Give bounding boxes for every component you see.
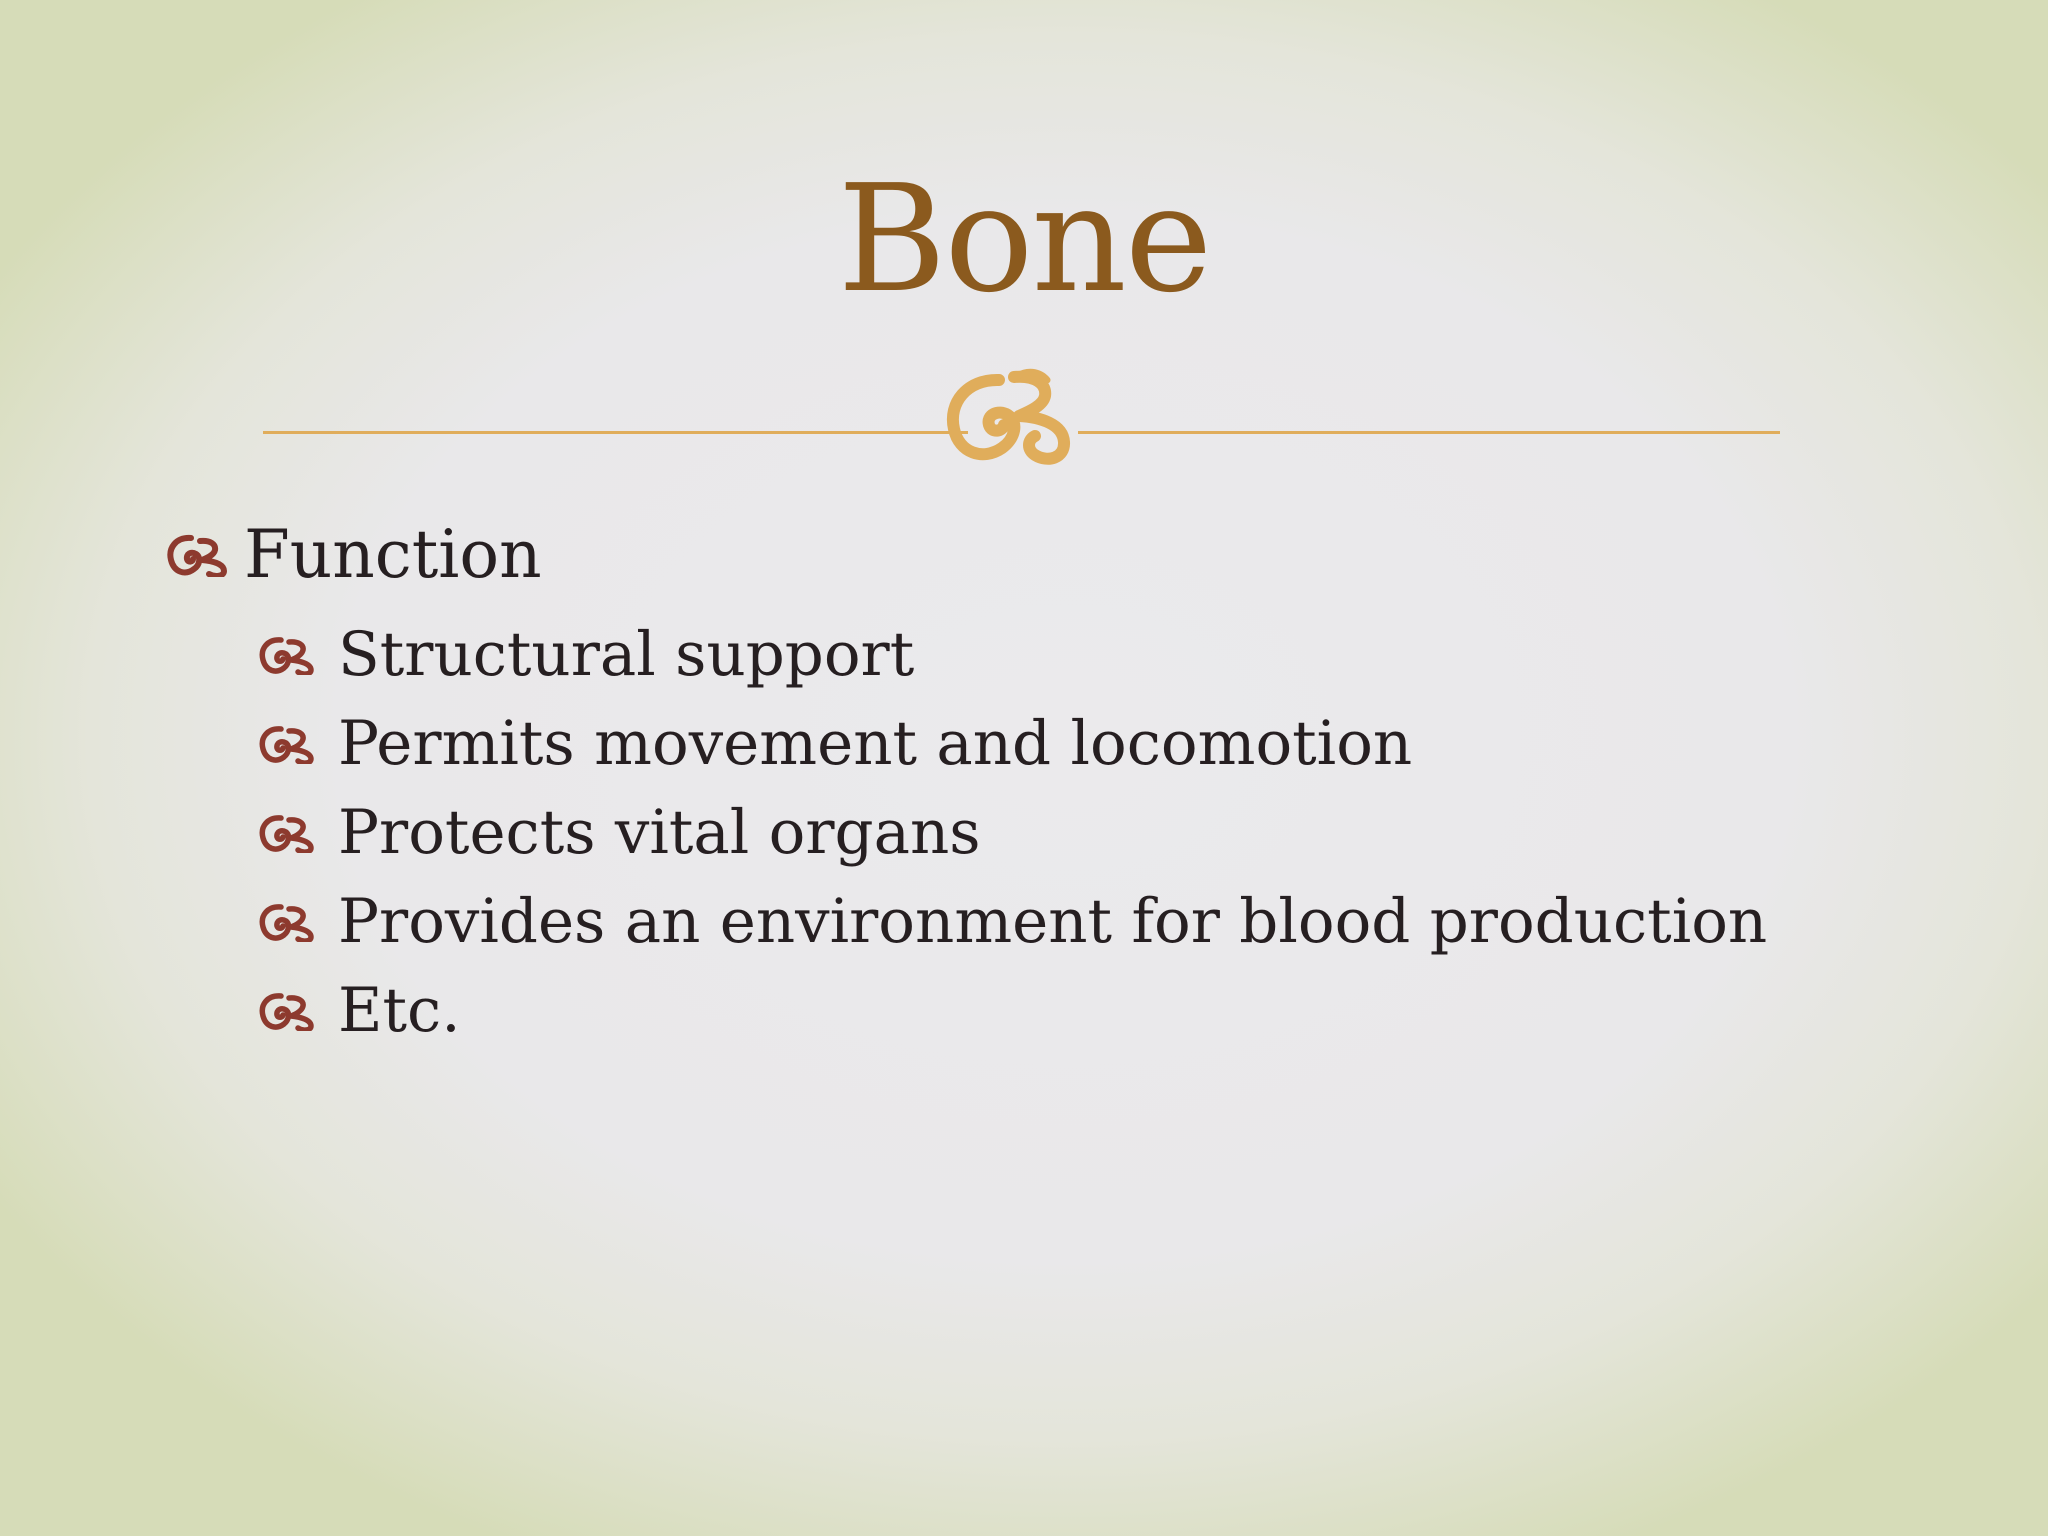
function-sub-list: [258, 610, 1767, 1055]
bullet-function-label: Function: [244, 516, 542, 593]
flourish-bullet-icon: [258, 991, 318, 1031]
flourish-bullet-icon: [258, 902, 318, 942]
slide-title: Bone: [837, 153, 1211, 325]
sub-bullet-label: Protects vital organs: [338, 797, 981, 868]
sub-bullet-label: Provides an environment for blood production: [338, 886, 1768, 957]
sub-bullet-item: [258, 877, 1767, 966]
sub-bullet-label: Structural support: [338, 619, 915, 690]
sub-bullet-item: [258, 966, 1767, 1055]
sub-bullet-label: Etc.: [338, 975, 461, 1046]
title-divider-left: [263, 431, 968, 434]
flourish-bullet-icon: [258, 635, 318, 675]
sub-bullet-item: [258, 788, 1767, 877]
flourish-ornament-icon: [944, 367, 1086, 467]
sub-bullet-item: [258, 610, 1767, 699]
sub-bullet-item: [258, 699, 1767, 788]
bullet-function: [166, 512, 542, 598]
title-divider-right: [1078, 431, 1780, 434]
flourish-bullet-icon: [166, 533, 232, 577]
flourish-bullet-icon: [258, 813, 318, 853]
sub-bullet-label: Permits movement and locomotion: [338, 708, 1413, 779]
flourish-bullet-icon: [258, 724, 318, 764]
